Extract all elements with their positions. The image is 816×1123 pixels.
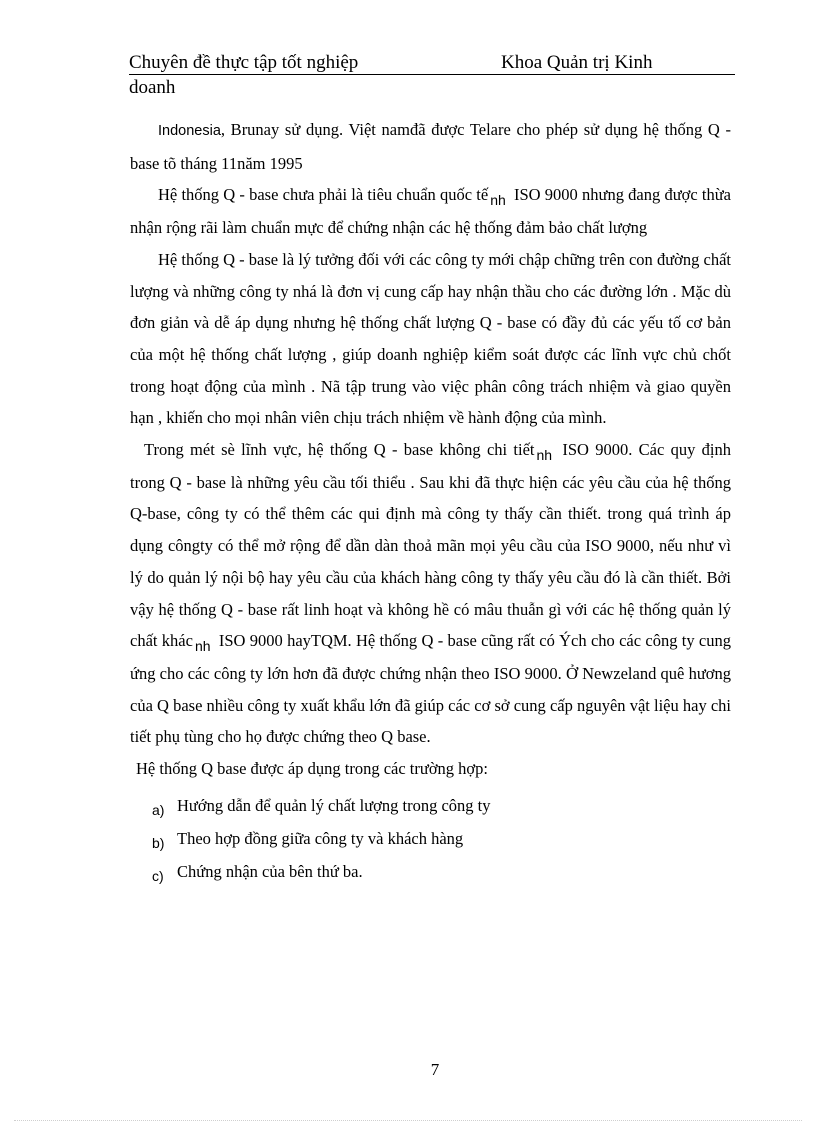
- list-item-label: a): [152, 801, 165, 818]
- paragraph-4-before: Trong mét sè lĩnh vực, hệ thống Q - base không chi tiết: [144, 440, 535, 460]
- paragraph-4-middle: ISO 9000. Các quy định trong Q - base là những yêu cầu tối thiểu . Sau khi đã thực hiện các yêu cầu của hệ thống Q-base, công ty có thể thêm các qui định mà công ty thấy cần thiết. trong quá trình áp dụng côngty có thể mở rộng để dần dàn thoả mãn mọi yêu cầu của ISO 9000, nếu như vì lý do quản lý nội bộ hay yêu cầu của khách hàng công ty thấy yêu cầu đó là cần thiết. Bởi vậy hệ thống Q - base rất linh hoạt và không hề có mâu thuẫn gì với các hệ thống quản lý chất khác: [130, 440, 731, 651]
- header-continuation: doanh: [129, 77, 176, 98]
- paragraph-2: [130, 179, 731, 243]
- document-body: [130, 114, 731, 888]
- application-list: [152, 789, 731, 888]
- paragraph-4-sub: nh: [536, 447, 553, 464]
- paragraph-1-text: , Brunay sử dụng. Việt namđã được Telare cho phép sử dụng hệ thống Q - base tõ tháng 11năm 1995: [130, 120, 731, 173]
- list-item: [152, 789, 731, 822]
- paragraph-4-after: ISO 9000 hayTQM. Hệ thống Q - base cũng rất có Ých cho các công ty cung ứng cho các công ty lớn hơn đã được chứng nhận theo ISO 9000. Ở Newzeland quê hương của Q base nhiều công ty xuất khẩu lớn đã giúp các cơ sở cung cấp nguyên vật liệu hay chi tiết phụ tùng cho họ được chứng theo Q base.: [130, 631, 731, 747]
- page-bottom-divider: [14, 1120, 802, 1121]
- paragraph-4: [130, 434, 731, 753]
- paragraph-4-sub2: nh: [194, 638, 211, 655]
- list-item-text: Hướng dẫn để quản lý chất lượng trong công ty: [177, 795, 491, 815]
- list-item-text: Theo hợp đồng giữa công ty và khách hàng: [177, 828, 464, 848]
- paragraph-5: Hệ thống Q base được áp dụng trong các trường hợp:: [136, 759, 488, 779]
- list-item-label: c): [152, 867, 164, 884]
- page-number: 7: [430, 1060, 440, 1079]
- paragraph-1: [130, 114, 731, 179]
- running-header: [129, 52, 735, 75]
- paragraph-2-sub: nh: [490, 192, 506, 209]
- paragraph-2-before: Hệ thống Q - base chưa phải là tiêu chuẩn quốc tế: [158, 185, 489, 205]
- list-item: [152, 855, 731, 888]
- list-item-text: Chứng nhận của bên thứ ba.: [177, 861, 363, 881]
- list-item-label: b): [152, 834, 165, 851]
- paragraph-2-after: ISO 9000 nhưng đang được thừa nhận rộng rãi làm chuẩn mực để chứng nhận các hệ thống đảm bảo chất lượng: [130, 185, 731, 238]
- paragraph-3: Hệ thống Q - base là lý tưởng đối với các công ty mới chập chững trên con đường chất lượng và những công ty nhá là đơn vị cung cấp hay nhận thầu cho các đường lớn . Mặc dù đơn giản và dễ áp dụng nhưng hệ thống chất lượng Q - base có đầy đủ các yếu tố cơ bản của một hệ thống chất lượng , giúp doanh nghiệp kiểm soát được các lĩnh vực chủ chốt trong hoạt động của mình . Nã tập trung vào việc phân công trách nhiệm và giao quyền hạn , khiến cho mọi nhân viên chịu trách nhiệm về hành động của mình.: [130, 249, 731, 428]
- paragraph-1-lead: Indonesia: [158, 123, 221, 139]
- list-item: [152, 822, 731, 855]
- header-left-title: Chuyên đề thực tập tốt nghiệp: [129, 52, 359, 73]
- header-right-title: Khoa Quản trị Kinh: [501, 52, 653, 73]
